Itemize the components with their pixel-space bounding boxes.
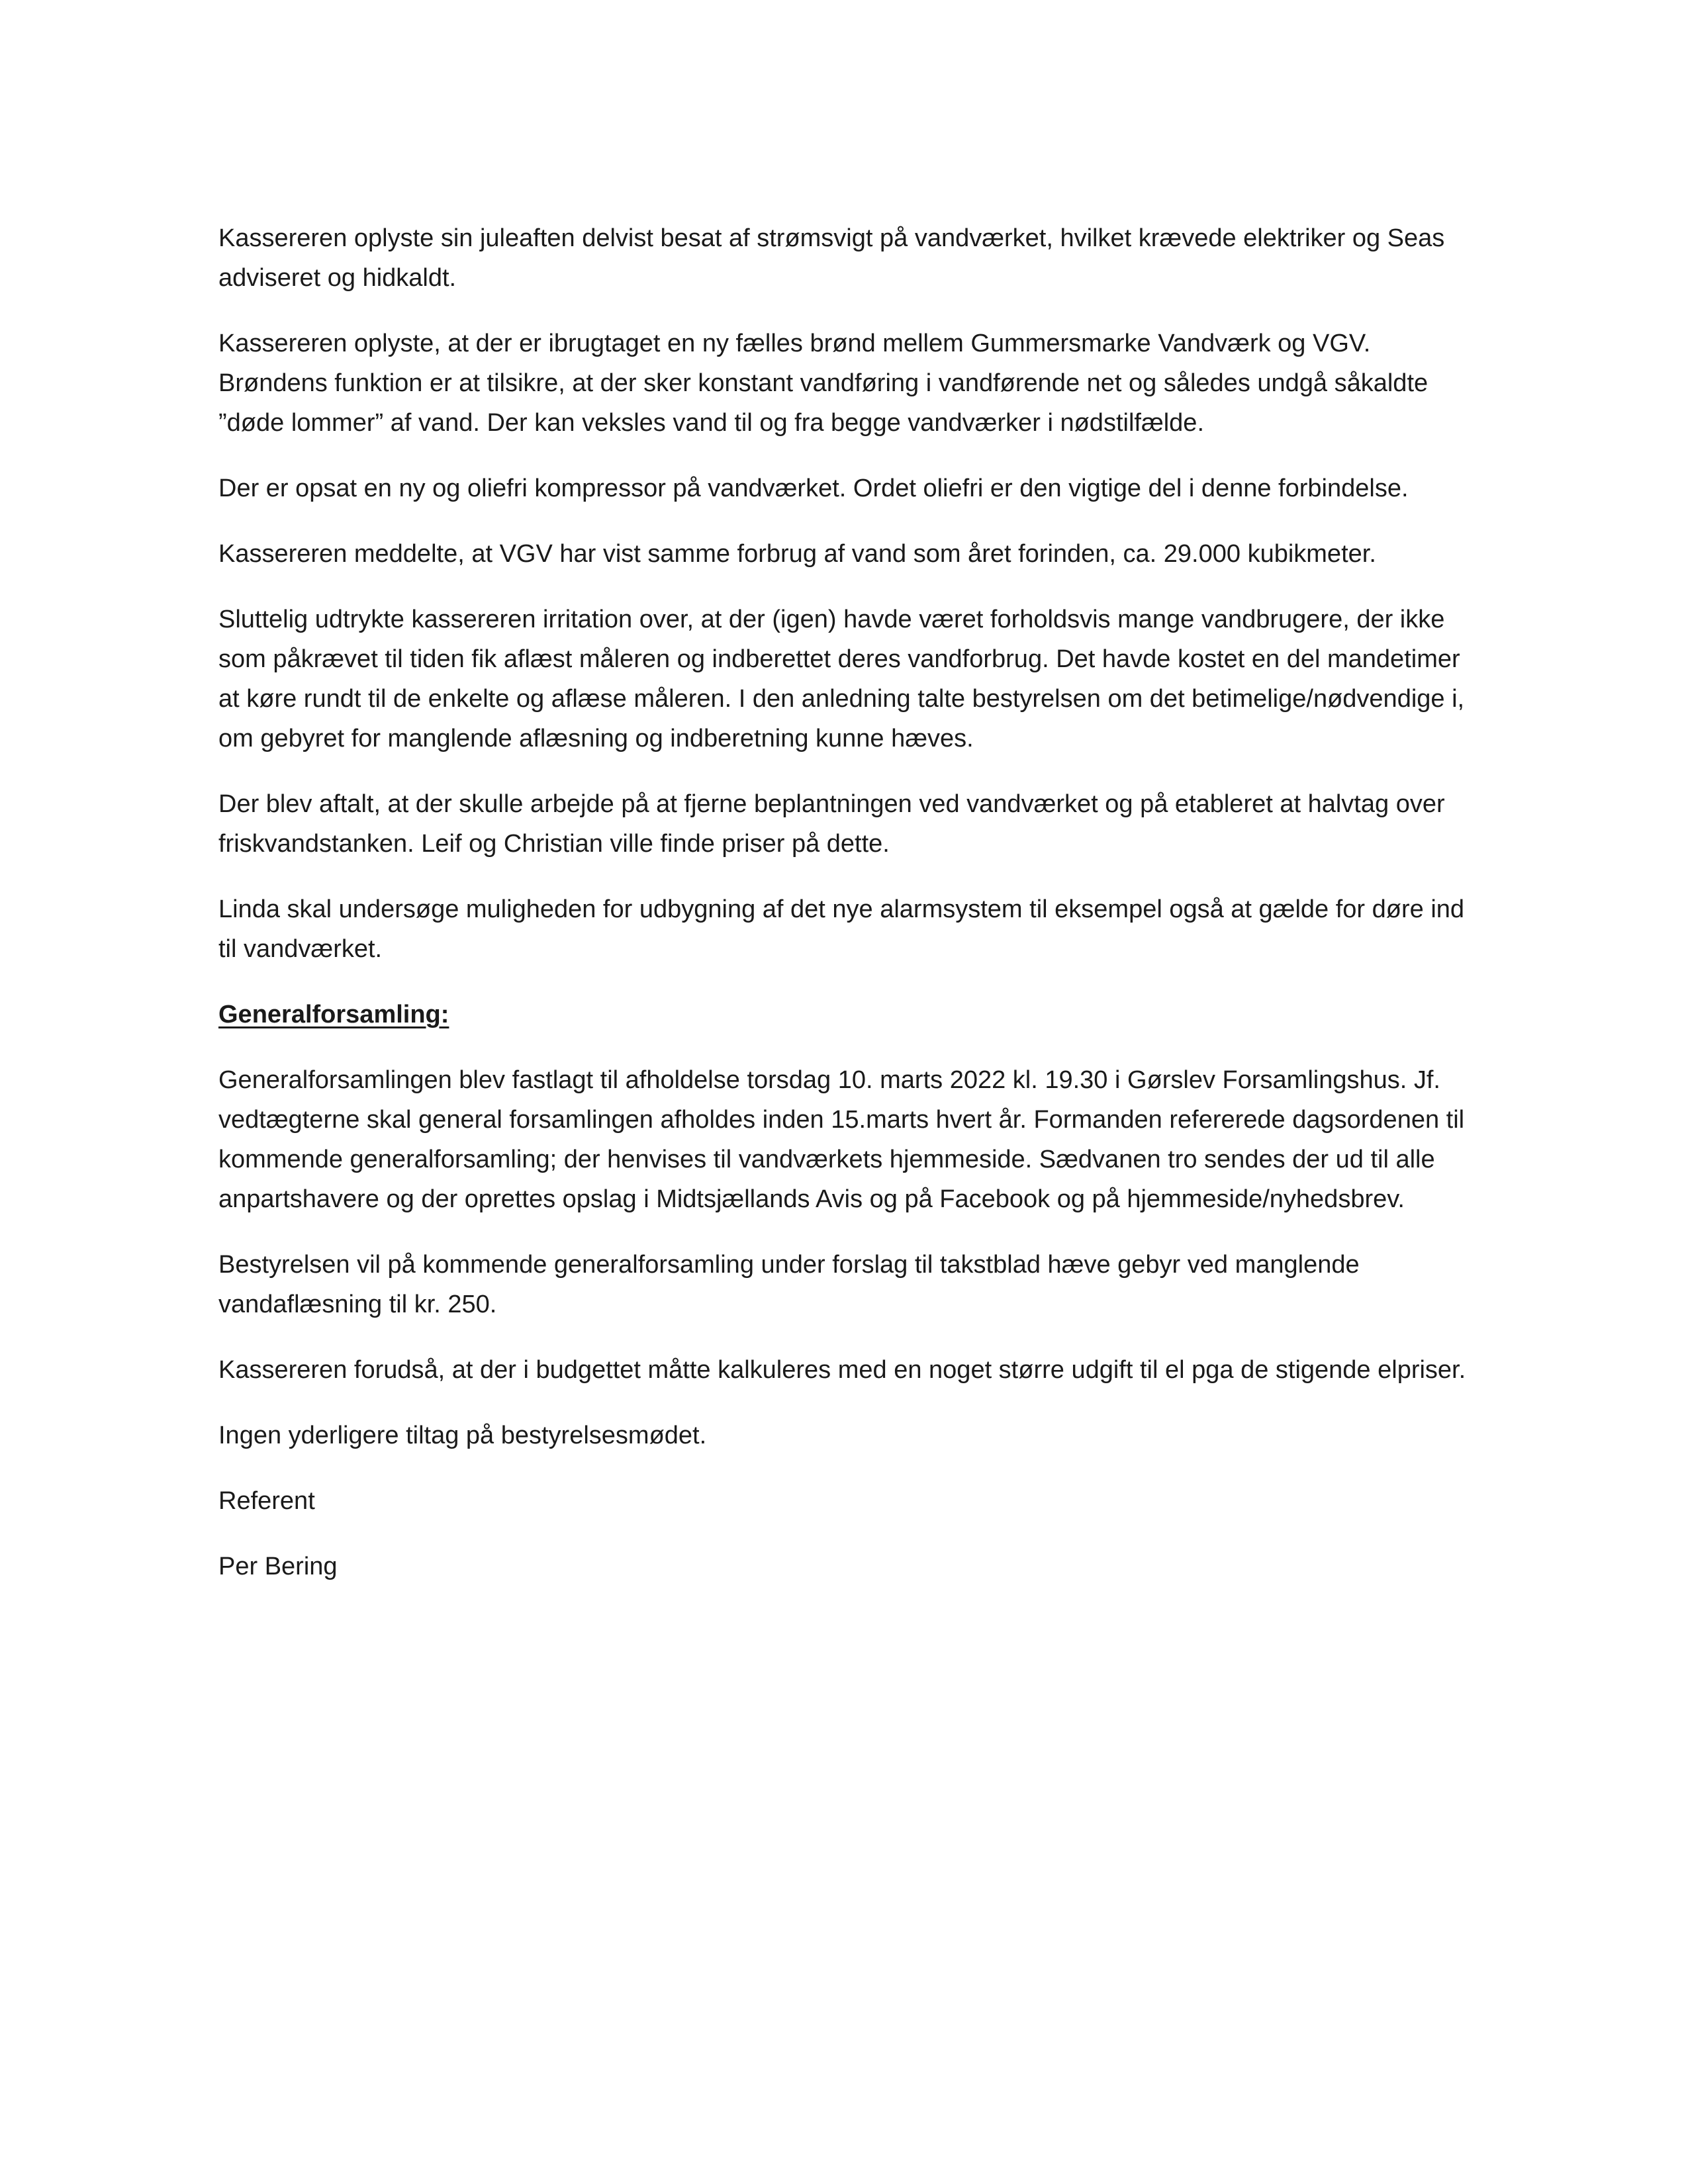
paragraph-alarm-system: Linda skal undersøge muligheden for udbygning af det nye alarmsystem til eksempel også at gælde for døre ind til vandværket. xyxy=(218,895,1465,963)
signature-block xyxy=(218,1481,1476,1586)
paragraph-meter-reading: Sluttelig udtrykte kassereren irritation over, at der (igen) havde været forholdsvis mange vandbrugere, der ikke som påkrævet til tiden fik aflæst måleren og indberettet deres vandforbrug. Det havde kostet en del mandetimer at køre rundt til de enkelte og aflæse måleren. I den anledning talte bestyrelsen om det betimelige/nødvendige i, om gebyret for manglende aflæsning og indberetning kunne hæves. xyxy=(218,606,1465,752)
section-heading-general-assembly: Generalforsamling: xyxy=(218,1001,449,1028)
paragraph-power-outage: Kassereren oplyste sin juleaften delvist besat af strømsvigt på vandværket, hvilket krævede elektriker og Seas adviseret og hidkaldt. xyxy=(218,224,1445,292)
paragraph-closing: Ingen yderligere tiltag på bestyrelsesmødet. xyxy=(218,1422,707,1449)
document-page xyxy=(218,218,1476,1612)
signature-name: Per Bering xyxy=(218,1553,338,1580)
paragraph-planting-roof: Der blev aftalt, at der skulle arbejde på at fjerne beplantningen ved vandværket og på etableret at halvtag over friskvandstanken. Leif og Christian ville finde priser på dette. xyxy=(218,790,1445,858)
paragraph-budget-electricity: Kassereren forudså, at der i budgettet måtte kalkuleres med en noget større udgift til el pga de stigende elpriser. xyxy=(218,1356,1466,1384)
signature-role: Referent xyxy=(218,1487,315,1515)
paragraph-water-consumption: Kassereren meddelte, at VGV har vist samme forbrug af vand som året forinden, ca. 29.000 kubikmeter. xyxy=(218,540,1376,568)
paragraph-assembly-date: Generalforsamlingen blev fastlagt til afholdelse torsdag 10. marts 2022 kl. 19.30 i Gørslev Forsamlingshus. Jf. vedtægterne skal general forsamlingen afholdes inden 15.marts hvert år. Formanden refererede dagsordenen til kommende generalforsamling; der henvises til vandværkets hjemmeside. Sædvanen tro sendes der ud til alle anpartshavere og der oprettes opslag i Midtsjællands Avis og på Facebook og på hjemmeside/nyhedsbrev. xyxy=(218,1066,1465,1213)
paragraph-shared-well: Kassereren oplyste, at der er ibrugtaget en ny fælles brønd mellem Gummersmarke Vandværk og VGV. Brøndens funktion er at tilsikre, at der sker konstant vandføring i vandførende net og således undgå såkaldte ”døde lommer” af vand. Der kan veksles vand til og fra begge vandværker i nødstilfælde. xyxy=(218,330,1429,437)
paragraph-compressor: Der er opsat en ny og oliefri kompressor på vandværket. Ordet oliefri er den vigtige del i denne forbindelse. xyxy=(218,475,1409,502)
paragraph-fee-increase: Bestyrelsen vil på kommende generalforsamling under forslag til takstblad hæve gebyr ved manglende vandaflæsning til kr. 250. xyxy=(218,1251,1360,1318)
